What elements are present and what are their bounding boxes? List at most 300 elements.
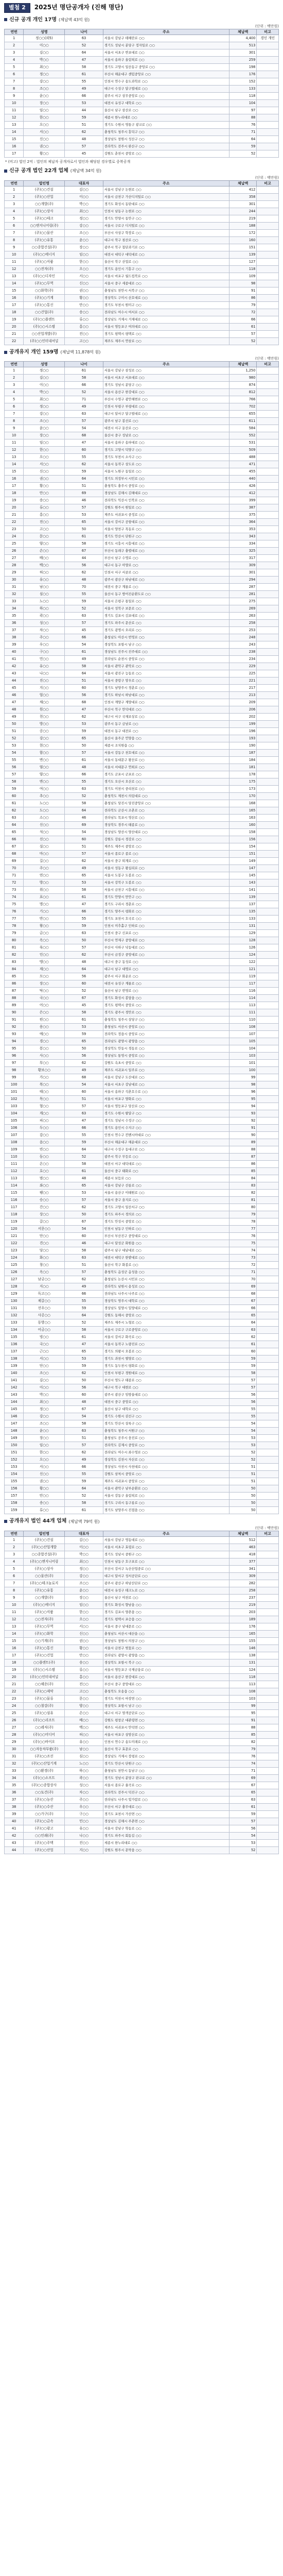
- table-cell: ○○개발(주): [24, 1595, 65, 1602]
- table-cell: [257, 42, 279, 49]
- table-cell: 제주도 서귀포시 안덕면 ○○: [103, 1724, 229, 1732]
- table-row: [5, 439, 279, 447]
- table-row: [5, 323, 279, 330]
- table-cell: 경기도 성남시 중원구 ○○: [103, 1551, 229, 1558]
- table-cell: 131: [5, 1305, 24, 1312]
- table-row: [5, 1182, 279, 1190]
- table-cell: [257, 1760, 279, 1768]
- table-cell: [257, 1456, 279, 1464]
- table-cell: 서울시 용산구 한강대로 ○○: [103, 1674, 229, 1681]
- column-header: 비고: [257, 362, 279, 367]
- table-cell: 선우○○: [24, 1305, 65, 1312]
- table-cell: [257, 280, 279, 287]
- table-cell: 서울시 구로구 디지털로 ○○: [103, 222, 229, 229]
- table-cell: [257, 1500, 279, 1507]
- table-cell: 52: [229, 1449, 257, 1456]
- table-cell: 경기도 화성시 동탄대로 ○○: [103, 200, 229, 208]
- table-cell: 53: [65, 1024, 103, 1031]
- table-cell: 15: [5, 468, 24, 476]
- table-cell: 설○○: [24, 843, 65, 851]
- table-row: [5, 215, 279, 222]
- table-cell: [257, 771, 279, 778]
- table-cell: 대전시 서구 둔산로 ○○: [103, 425, 229, 432]
- table-cell: 충청남도 논산시 시민로 ○○: [103, 1276, 229, 1283]
- table-header-row: [5, 1531, 279, 1537]
- table-row: [5, 476, 279, 483]
- table-cell: 95: [229, 1710, 257, 1717]
- table-cell: 경기도 남양주시 진접읍 ○○: [103, 1507, 229, 1514]
- table-cell: 60: [65, 1392, 103, 1399]
- table-cell: (주)○○바이오: [24, 1739, 65, 1746]
- table-row: [5, 389, 279, 396]
- table-cell: 199: [229, 721, 257, 728]
- table-cell: 75: [5, 901, 24, 908]
- table-cell: 116: [5, 1197, 24, 1204]
- table-cell: 68: [65, 699, 103, 706]
- table-cell: 78: [229, 1218, 257, 1226]
- table-cell: 한○○: [24, 447, 65, 454]
- table-cell: 96: [229, 1089, 257, 1096]
- table-cell: 추○○: [24, 793, 65, 800]
- table-cell: 202: [229, 714, 257, 721]
- table-row: [5, 980, 279, 988]
- table-cell: [257, 735, 279, 742]
- table-cell: 190: [229, 742, 257, 750]
- table-cell: 198: [229, 64, 257, 71]
- table-cell: 139: [229, 251, 257, 258]
- table-row: [5, 836, 279, 843]
- section-title-retained-corporations: [4, 1518, 279, 1524]
- table-cell: 68: [65, 432, 103, 439]
- table-cell: 170: [229, 793, 257, 800]
- table-cell: 57: [65, 418, 103, 425]
- table-cell: ○○전자(주): [24, 265, 65, 273]
- table-row: [5, 577, 279, 584]
- table-cell: 59: [65, 923, 103, 930]
- table-cell: [257, 1696, 279, 1703]
- table-cell: (주)○○농산: [24, 1797, 65, 1804]
- table-row: [5, 800, 279, 807]
- table-cell: 213: [229, 692, 257, 699]
- table-cell: 58: [65, 1247, 103, 1255]
- table-cell: 대전시 유성구 대학로 ○○: [103, 100, 229, 107]
- table-cell: [257, 1652, 279, 1659]
- table-row: [5, 1667, 279, 1674]
- table-row: [5, 1471, 279, 1478]
- table-cell: [257, 605, 279, 613]
- table-cell: 강원도 삼척시 중앙로 ○○: [103, 1471, 229, 1478]
- table-cell: 전라남도 광양시 광양읍 ○○: [103, 1652, 229, 1659]
- table-cell: 47: [65, 1341, 103, 1348]
- table-cell: 경상북도 포항시 남구 ○○: [103, 1703, 229, 1710]
- table-cell: 26: [5, 1717, 24, 1724]
- table-cell: 71: [5, 872, 24, 879]
- table-cell: [257, 1226, 279, 1233]
- column-header: 법인명: [24, 1531, 65, 1537]
- table-cell: [257, 1377, 279, 1384]
- table-cell: 7: [5, 229, 24, 236]
- table-row: [5, 1038, 279, 1045]
- table-cell: [257, 1406, 279, 1413]
- table-cell: 104: [5, 1110, 24, 1117]
- table-cell: 151: [229, 244, 257, 251]
- table-cell: [257, 778, 279, 786]
- table-cell: 서울시 마포구 월드컵북로 ○○: [103, 273, 229, 280]
- table-row: [5, 93, 279, 100]
- table-cell: 51: [229, 1478, 257, 1485]
- table-cell: [257, 1269, 279, 1276]
- table-cell: 고○○: [65, 1688, 103, 1696]
- table-cell: [257, 316, 279, 323]
- table-cell: 서울시 양천구 목동로 ○○: [103, 526, 229, 533]
- table-cell: 경기도 이천시 중리천로 ○○: [103, 786, 229, 793]
- table-cell: [257, 411, 279, 418]
- table-cell: 102: [5, 1096, 24, 1103]
- table-cell: 98: [229, 280, 257, 287]
- table-cell: 11: [5, 107, 24, 114]
- table-cell: 김○○: [65, 1537, 103, 1544]
- table-cell: 울산시 남구 여천로 ○○: [103, 1595, 229, 1602]
- table-cell: 광주시 남구 봉선로 ○○: [103, 418, 229, 425]
- table-cell: 118: [229, 93, 257, 100]
- table-row: [5, 1218, 279, 1226]
- table-cell: 남○○: [24, 584, 65, 591]
- table-row: [5, 1449, 279, 1456]
- table-cell: 부산시 연제구 중앙대로 ○○: [103, 937, 229, 944]
- table-cell: 장○○: [24, 980, 65, 988]
- table-cell: 부산시 영도구 태종로 ○○: [103, 1377, 229, 1384]
- table-row: [5, 1485, 279, 1493]
- table-cell: [257, 49, 279, 57]
- table-cell: 국○○: [24, 995, 65, 1002]
- table-row: [5, 1797, 279, 1804]
- table-cell: 59: [65, 1139, 103, 1146]
- table-row: [5, 1262, 279, 1269]
- table-cell: 11: [5, 1609, 24, 1616]
- table-cell: 58: [229, 1370, 257, 1377]
- table-cell: [257, 836, 279, 843]
- table-cell: [257, 1449, 279, 1456]
- table-row: [5, 793, 279, 800]
- table-cell: 181: [229, 764, 257, 771]
- table-cell: 17: [5, 483, 24, 490]
- table-cell: 51: [65, 1262, 103, 1269]
- table-row: [5, 222, 279, 229]
- table-cell: 옥○○: [24, 937, 65, 944]
- table-cell: 60: [65, 980, 103, 988]
- table-cell: 93: [229, 1110, 257, 1117]
- table-cell: 강○○: [24, 411, 65, 418]
- table-row: [5, 742, 279, 750]
- table-cell: 좌○○: [24, 1182, 65, 1190]
- table-new-individuals: [4, 29, 279, 158]
- table-cell: 18: [5, 490, 24, 497]
- table-cell: 7: [5, 1580, 24, 1587]
- table-cell: 64: [65, 49, 103, 57]
- table-row: [5, 1399, 279, 1406]
- table-cell: 147: [5, 1420, 24, 1428]
- table-cell: 44: [65, 107, 103, 114]
- table-cell: [257, 577, 279, 584]
- section-subtitle: (체납액 11,878억 원): [60, 350, 101, 355]
- table-cell: 방○○: [24, 721, 65, 728]
- table-cell: 137: [5, 1348, 24, 1355]
- table-row: [5, 86, 279, 93]
- table-cell: [257, 1616, 279, 1623]
- table-cell: 공○○: [24, 728, 65, 735]
- column-header: 법인명: [24, 180, 65, 186]
- table-cell: 88: [5, 995, 24, 1002]
- table-cell: [257, 1053, 279, 1060]
- table-row: [5, 786, 279, 793]
- table-cell: 김○○: [24, 1377, 65, 1384]
- table-row: [5, 569, 279, 577]
- table-row: [5, 1103, 279, 1110]
- table-cell: [257, 714, 279, 721]
- table-cell: 정○○: [24, 367, 65, 375]
- table-cell: [257, 1435, 279, 1442]
- table-cell: 65: [65, 519, 103, 526]
- table-cell: 부산시 금정구 중앙대로 ○○: [103, 952, 229, 959]
- table-cell: [257, 1370, 279, 1377]
- table-cell: 경기도 포천시 가산면 ○○: [103, 1811, 229, 1818]
- table-cell: 서○○: [24, 1464, 65, 1471]
- table-cell: [257, 800, 279, 807]
- table-cell: 64: [65, 1312, 103, 1319]
- table-cell: 58: [65, 1500, 103, 1507]
- table-cell: [257, 1478, 279, 1485]
- table-cell: 62: [5, 807, 24, 815]
- table-cell: 399: [229, 497, 257, 504]
- column-header: 나이: [65, 362, 103, 367]
- table-cell: [257, 620, 279, 627]
- table-cell: 정○○(외5): [24, 35, 65, 42]
- table-row: [5, 1724, 279, 1732]
- table-cell: 244: [229, 208, 257, 215]
- table-cell: 경상북도 포항시 북구 ○○: [103, 1659, 229, 1667]
- table-cell: 258: [229, 620, 257, 627]
- table-cell: 경기도 화성시 향남읍 ○○: [103, 1602, 229, 1609]
- table-cell: 모○○: [24, 973, 65, 980]
- table-cell: 서울시 구로구 구로중앙로 ○○: [103, 1327, 229, 1334]
- table-row: [5, 454, 279, 461]
- table-cell: 91: [5, 1016, 24, 1024]
- table-row: [5, 129, 279, 136]
- table-cell: 46: [65, 497, 103, 504]
- table-cell: [257, 1399, 279, 1406]
- table-row: [5, 1377, 279, 1384]
- table-cell: 3: [5, 49, 24, 57]
- table-cell: (주)○○제약: [24, 1688, 65, 1696]
- table-cell: 당○○: [24, 1247, 65, 1255]
- table-cell: 79: [229, 301, 257, 309]
- table-cell: [257, 1595, 279, 1602]
- table-row: [5, 952, 279, 959]
- table-cell: [257, 1544, 279, 1551]
- table-cell: 364: [229, 519, 257, 526]
- table-row: [5, 236, 279, 244]
- table-cell: 옥○○: [24, 1269, 65, 1276]
- table-cell: 예○○: [24, 1031, 65, 1038]
- table-cell: [257, 1710, 279, 1717]
- table-cell: 울산시 중구 성남로 ○○: [103, 432, 229, 439]
- table-row: [5, 367, 279, 375]
- table-cell: [257, 627, 279, 634]
- table-row: [5, 337, 279, 345]
- table-cell: 97: [229, 107, 257, 114]
- table-cell: [257, 129, 279, 136]
- table-cell: 73: [229, 1255, 257, 1262]
- table-cell: 심○○: [24, 591, 65, 598]
- table-cell: 66: [65, 93, 103, 100]
- table-cell: [257, 236, 279, 244]
- table-cell: 2: [5, 1544, 24, 1551]
- table-row: [5, 1240, 279, 1247]
- table-cell: 48: [65, 1399, 103, 1406]
- table-cell: 선○○: [24, 836, 65, 843]
- table-cell: 울산시 남구 대학로 ○○: [103, 1406, 229, 1413]
- table-cell: 연○○: [24, 872, 65, 879]
- table-cell: 66: [229, 1305, 257, 1312]
- table-cell: 52: [65, 988, 103, 995]
- table-cell: 71: [229, 1269, 257, 1276]
- table-cell: 52: [65, 793, 103, 800]
- table-cell: 경기도 양주시 평화로 ○○: [103, 908, 229, 916]
- table-row: [5, 1551, 279, 1558]
- table-cell: 59: [65, 1305, 103, 1312]
- section-title-text: 공개유지 법인 44개 업체: [9, 1518, 67, 1524]
- table-cell: [257, 1667, 279, 1674]
- table-cell: (주)○○섬유: [24, 1710, 65, 1717]
- table-cell: 172: [229, 229, 257, 236]
- table-cell: 59: [65, 598, 103, 605]
- table-cell: 55: [65, 1471, 103, 1478]
- table-row: [5, 1197, 279, 1204]
- table-cell: (주)○○산업: [24, 1847, 65, 1854]
- table-cell: 33: [5, 598, 24, 605]
- table-cell: 복○○: [24, 1081, 65, 1089]
- table-cell: 임○○: [65, 251, 103, 258]
- table-cell: 40: [5, 649, 24, 656]
- table-cell: [257, 613, 279, 620]
- table-cell: 강○○: [65, 1573, 103, 1580]
- table-cell: [257, 966, 279, 973]
- table-cell: 874: [229, 382, 257, 389]
- table-cell: 사○○: [24, 1053, 65, 1060]
- table-cell: 258: [229, 1587, 257, 1595]
- table-cell: 90: [229, 1132, 257, 1139]
- table-cell: 150: [5, 1442, 24, 1449]
- table-cell: 전라남도 여수시 여서로 ○○: [103, 309, 229, 316]
- table-row: [5, 1782, 279, 1789]
- table-row: [5, 316, 279, 323]
- table-row: [5, 1580, 279, 1587]
- table-row: [5, 627, 279, 634]
- table-cell: 67: [65, 995, 103, 1002]
- table-cell: 위○○: [24, 887, 65, 894]
- table-row: [5, 634, 279, 641]
- table-cell: 송○○: [24, 1500, 65, 1507]
- table-cell: 126: [5, 1269, 24, 1276]
- table-cell: 전라남도 목포시 영산로 ○○: [103, 815, 229, 822]
- table-cell: 8: [5, 1587, 24, 1595]
- table-row: [5, 1768, 279, 1775]
- table-cell: 79: [229, 1746, 257, 1753]
- table-cell: 56: [229, 1399, 257, 1406]
- table-cell: 152: [229, 78, 257, 86]
- table-cell: [257, 294, 279, 301]
- table-cell: [257, 1096, 279, 1103]
- table-cell: [257, 1175, 279, 1182]
- table-cell: 서울시 중구 세종대로 ○○: [103, 280, 229, 287]
- table-row: [5, 375, 279, 382]
- table-cell: [257, 555, 279, 562]
- table-cell: 59: [65, 114, 103, 122]
- table-cell: 341: [229, 1566, 257, 1573]
- table-cell: 서울시 성북구 보문로 ○○: [103, 605, 229, 613]
- table-row: [5, 1587, 279, 1595]
- table-row: [5, 1334, 279, 1341]
- table-row: [5, 692, 279, 699]
- table-cell: [257, 1551, 279, 1558]
- table-cell: [257, 1327, 279, 1334]
- table-cell: 강○○: [24, 735, 65, 742]
- table-row: [5, 229, 279, 236]
- table-cell: 46: [5, 692, 24, 699]
- table-cell: 백○○: [65, 1724, 103, 1732]
- table-row: [5, 778, 279, 786]
- table-cell: 463: [229, 1544, 257, 1551]
- table-cell: 58: [65, 540, 103, 548]
- table-cell: 신○○: [24, 1471, 65, 1478]
- table-cell: [257, 591, 279, 598]
- table-row: [5, 1652, 279, 1659]
- table-cell: 61: [229, 1341, 257, 1348]
- table-cell: 제주도 제주시 노형로 ○○: [103, 1319, 229, 1327]
- table-cell: 53: [65, 879, 103, 887]
- table-cell: 세종시 조치원읍 ○○: [103, 742, 229, 750]
- table-cell: 김○○: [24, 375, 65, 382]
- table-row: [5, 1507, 279, 1514]
- table-cell: 52: [65, 1493, 103, 1500]
- table-cell: 경기도 수원시 팔달구 ○○: [103, 1110, 229, 1117]
- table-cell: [257, 742, 279, 750]
- table-cell: (주)○○식품: [24, 1609, 65, 1616]
- table-cell: 317: [229, 555, 257, 562]
- table-cell: [257, 375, 279, 382]
- table-row: [5, 1703, 279, 1710]
- table-cell: 한○○: [24, 1449, 65, 1456]
- table-cell: 유○○: [24, 663, 65, 670]
- table-cell: 157: [5, 1493, 24, 1500]
- table-cell: 32: [5, 1760, 24, 1768]
- table-cell: 89: [229, 1139, 257, 1146]
- table-cell: 58: [65, 1161, 103, 1168]
- table-cell: 84: [229, 1175, 257, 1182]
- table-cell: [257, 851, 279, 858]
- table-cell: 목○○: [24, 1096, 65, 1103]
- table-cell: 118: [229, 1674, 257, 1681]
- table-cell: 294: [229, 577, 257, 584]
- table-cell: [257, 692, 279, 699]
- table-cell: [257, 649, 279, 656]
- table-cell: 인천시 남동구 호구포로 ○○: [103, 1558, 229, 1566]
- table-cell: 경기도 구리시 동구릉로 ○○: [103, 1500, 229, 1507]
- table-cell: 지○○: [24, 685, 65, 692]
- table-cell: 101: [5, 1089, 24, 1096]
- section-title-text: 신규 공개 개인 17명: [9, 16, 57, 23]
- table-cell: ○○가구(주): [24, 1811, 65, 1818]
